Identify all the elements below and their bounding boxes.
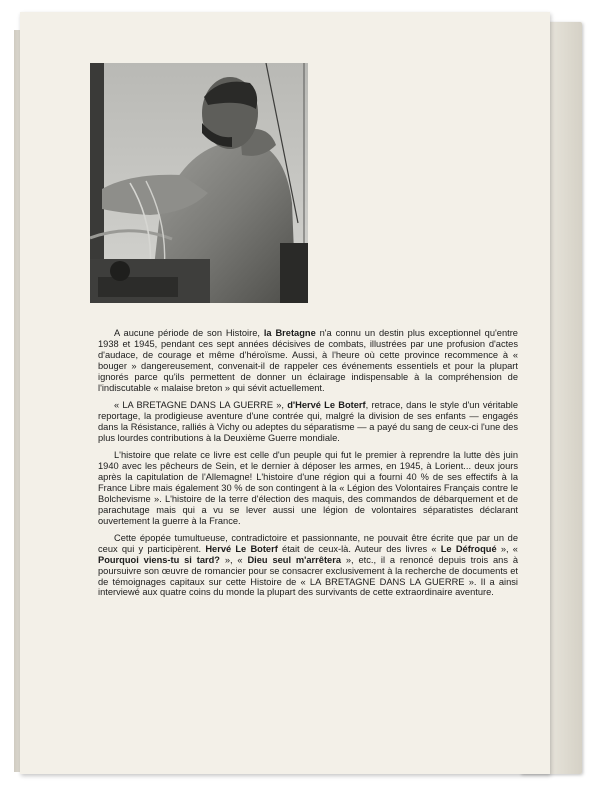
blurb-paragraph	[98, 450, 518, 526]
text-run: », etc., il a renoncé depuis trois ans à poursuivre son œuvre de romancier pour se consacrer exclusivement à la recherche de documents et de témoignages capitaux sur cette Histoire de « LA BRETAGNE DANS LA GUERRE ». Il a ainsi interviewé aux quatre coins du monde la plupart des survivants de cette extraordinaire aventure.	[98, 554, 518, 598]
bold-text-run: la Bretagne	[263, 328, 316, 338]
bold-text-run: Dieu seul m'arrêtera	[247, 554, 342, 565]
bold-text-run: d'Hervé Le Boterf	[287, 399, 366, 410]
text-run: , retrace, dans le style d'un véritable reportage, la prodigieuse aventure d'une contrée qui, malgré la division de ses enfants — engagés dans la Résistance, ralliés à Vichy ou adeptes du séparatisme — a payé du sang de ceux-ci l'une des plus lourdes contributions à la Deuxième Guerre mondiale.	[98, 399, 518, 443]
text-run: », «	[219, 554, 248, 565]
blurb-text	[98, 328, 518, 605]
book-back-cover	[20, 12, 550, 774]
text-run: n'a connu un destin plus exceptionnel qu'entre 1938 et 1945, pendant ces sept années décisives de combats, illustrées par une profusion d'actes d'audace, de courage et même d'héroïsme. Aussi, à l'heure où cette province recommence à « bouger » dangereusement, convenait-il de rappeler ces événements essentiels et pour la plupart ignorés parce qu'ils permettent de donner un éclairage indispensable à la compréhension de l'indiscutable « malaise breton » qui sévit actuellement.	[98, 328, 518, 393]
blurb-paragraph	[98, 328, 518, 393]
blurb-paragraph	[98, 400, 518, 444]
author-photo	[90, 63, 308, 303]
bold-text-run: Hervé Le Boterf	[205, 543, 278, 554]
author-photo-image	[90, 63, 308, 303]
text-run: L'histoire que relate ce livre est celle d'un peuple qui fut le premier à reprendre la lutte dès juin 1940 avec les pêcheurs de Sein, et le dernier à déposer les armes, en 1945, à Lorient... deux jours après la capitulation de l'Allemagne! L'histoire d'une région qui a fourni 40 % de ses effectifs à la France Libre mais également 30 % de son contingent à la « Légion des Volontaires Français contre le Bolchevisme ». L'histoire de la terre d'élection des maquis, des commandos de débarquement et de parachutage mais qui a vu se lever aussi une légion de volontaires séparatistes déclarant ouvertement la guerre à la France.	[98, 450, 518, 526]
text-run: A aucune période de son Histoire,	[114, 328, 264, 338]
blurb-paragraph	[98, 533, 518, 598]
text-run: « LA BRETAGNE DANS LA GUERRE »,	[114, 399, 288, 410]
bold-text-run: Pourquoi viens-tu si tard?	[98, 554, 220, 565]
bold-text-run: Le Défroqué	[440, 543, 497, 554]
text-run: était de ceux-là. Auteur des livres «	[277, 543, 441, 554]
text-run: », «	[496, 543, 518, 554]
text-run: Cette épopée tumultueuse, contradictoire et passionnante, ne pouvait être écrite que par un de ceux qui y participèrent.	[98, 532, 518, 554]
